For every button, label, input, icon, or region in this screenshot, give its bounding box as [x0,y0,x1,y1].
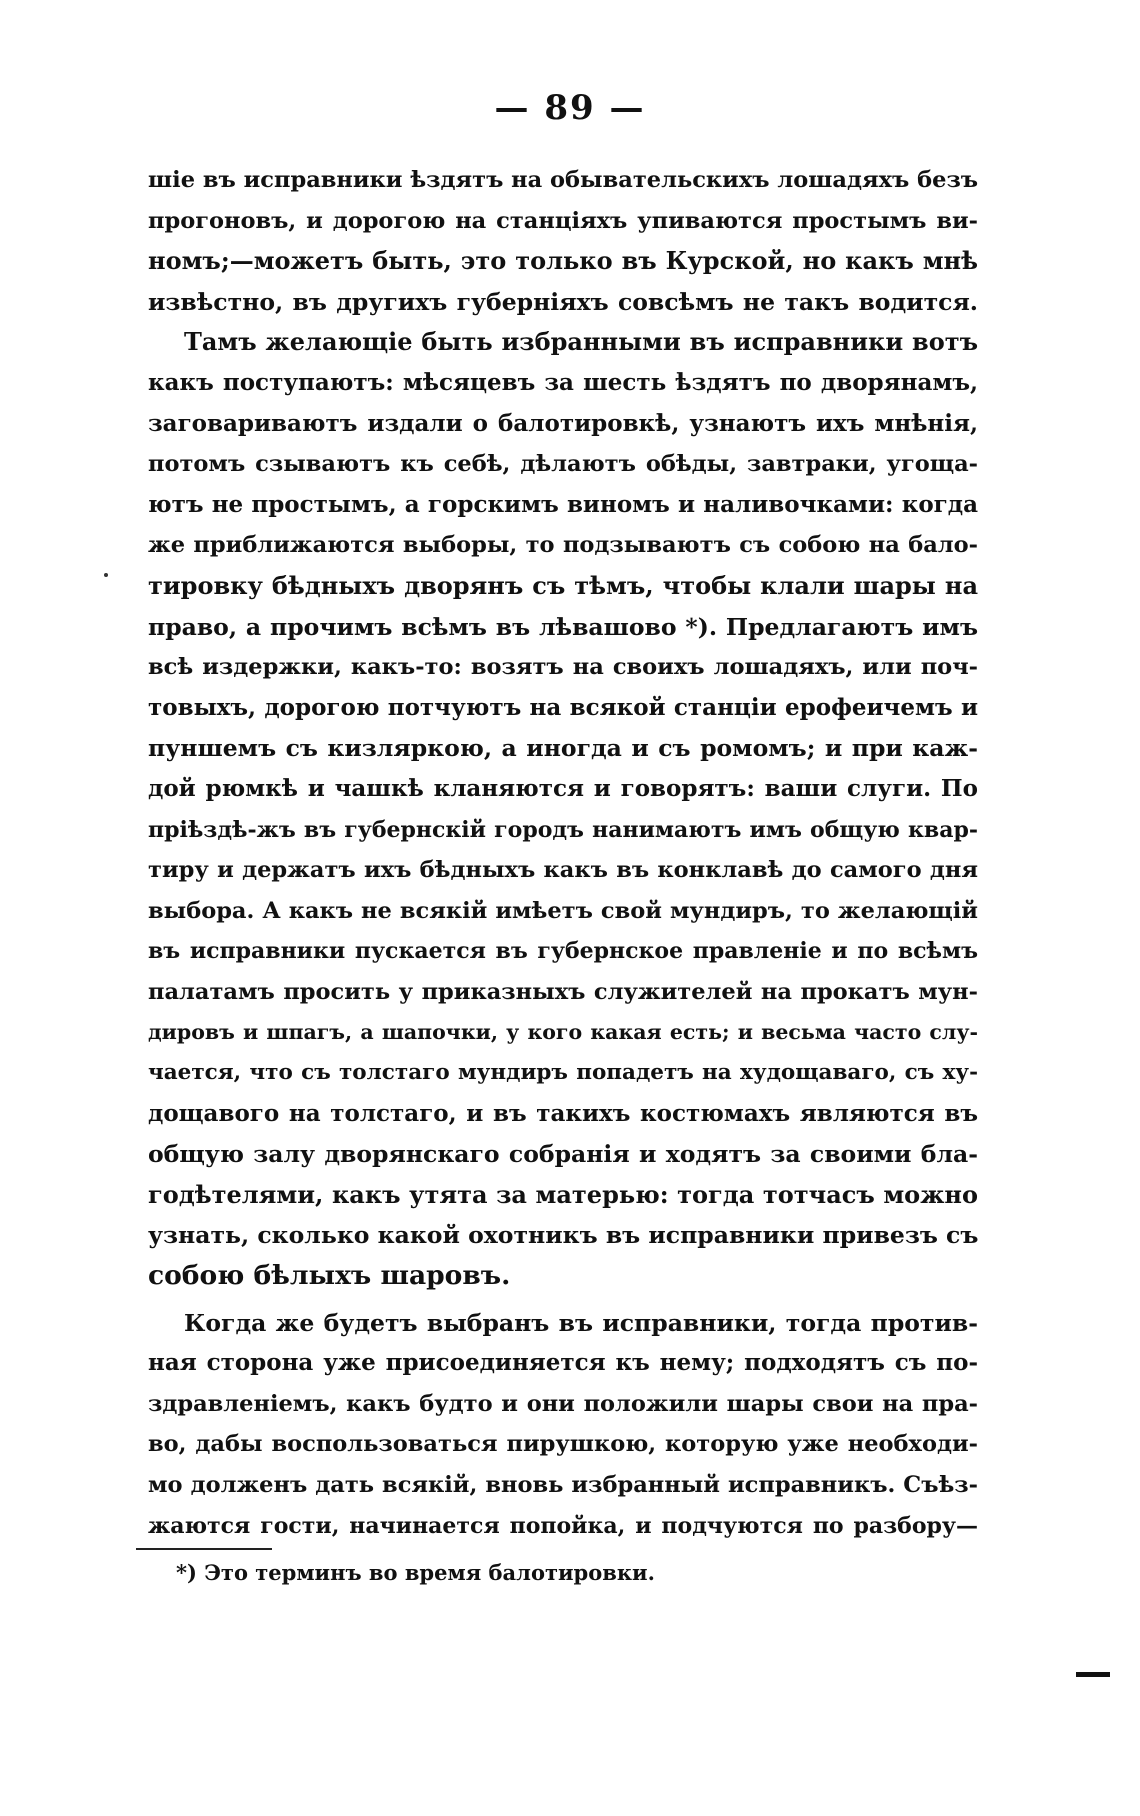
text-line: мо долженъ дать всякій, вновь избранный исправникъ. Съѣз- [148,1472,978,1498]
text-line: пріѣздѣ-жъ въ губернскій городъ нанимаютъ имъ общую квар- [148,816,978,843]
page-number: — 89 — [494,88,646,128]
text-line: дировъ и шпагъ, а шапочки, у кого какая есть; и весьма часто слу- [148,1020,978,1045]
text-line: тировку бѣдныхъ дворянъ съ тѣмъ, чтобы клали шары на [148,570,978,600]
text-line: чается, что съ толстаго мундиръ попадетъ на худощаваго, съ ху- [148,1060,978,1086]
text-line: годѣтелями, какъ утята за матерью: тогда тотчасъ можно [148,1179,978,1209]
text-line: прогоновъ, и дорогою на станціяхъ упиваются простымъ ви- [148,207,978,234]
text-line: право, а прочимъ всѣмъ въ лѣвашово *). Предлагаютъ имъ [148,612,978,641]
text-line: же приближаются выборы, то подзываютъ съ собою на бало- [148,532,978,559]
text-line: дощавого на толстаго, и въ такихъ костюмахъ являются въ [148,1099,978,1127]
text-line: общую залу дворянскаго собранія и ходятъ за своими бла- [148,1140,978,1169]
text-line: потомъ сзываютъ къ себѣ, дѣлаютъ обѣды, завтраки, угоща- [148,451,978,478]
text-line: всѣ издержки, какъ-то: возятъ на своихъ лошадяхъ, или поч- [148,654,978,681]
text-line: извѣстно, въ другихъ губерніяхъ совсѣмъ не такъ водится. [148,287,978,316]
text-line: въ исправники пускается въ губернское правленіе и по всѣмъ [148,938,978,965]
text-line: номъ;—можетъ быть, это только въ Курской, но какъ мнѣ [148,246,978,276]
text-line: шіе въ исправники ѣздятъ на обывательскихъ лошадяхъ безъ [148,167,979,193]
text-line: тиру и держатъ ихъ бѣдныхъ какъ въ конклавѣ до самого дня [148,857,978,884]
text-line: ютъ не простымъ, а горскимъ виномъ и наливочками: когда [148,490,978,518]
text-line: заговариваютъ издали о балотировкѣ, узнаютъ ихъ мнѣнія, [148,409,978,437]
text-line: здравленіемъ, какъ будто и они положили шары свои на пра- [148,1390,978,1417]
body-text [148,160,978,1546]
text-line: пуншемъ съ кизляркою, а иногда и съ ромомъ; и при каж- [148,734,978,763]
text-line: собою бѣлыхъ шаровъ. [148,1260,511,1292]
text-line: какъ поступаютъ: мѣсяцевъ за шесть ѣздятъ по дворянамъ, [148,368,978,396]
text-line: выбора. А какъ не всякій имѣетъ свой мундиръ, то желающій [148,897,978,924]
text-line: Тамъ желающіе быть избранными въ исправники вотъ [184,327,978,357]
text-line: ная сторона уже присоединяется къ нему; подходятъ съ по- [148,1349,978,1377]
text-line: товыхъ, дорогою потчуютъ на всякой станціи ерофеичемъ и [148,693,978,721]
text-line: жаются гости, начинается попойка, и подчуются по разбору— [148,1512,978,1539]
footnote: *) Это терминъ во время балотировки. [176,1560,655,1585]
scan-speck [104,573,108,577]
text-line: Когда же будетъ выбранъ въ исправники, тогда против- [184,1308,978,1337]
text-line: узнать, сколько какой охотникъ въ исправники привезъ съ [148,1221,979,1250]
text-line: дой рюмкѣ и чашкѣ кланяются и говорятъ: ваши слуги. По [148,774,978,802]
text-line: палатамъ просить у приказныхъ служителей на прокатъ мун- [148,978,978,1005]
text-line: во, дабы воспользоваться пирушкою, которую уже необходи- [148,1431,978,1458]
footnote-divider [136,1548,272,1550]
margin-mark [1076,1672,1110,1677]
